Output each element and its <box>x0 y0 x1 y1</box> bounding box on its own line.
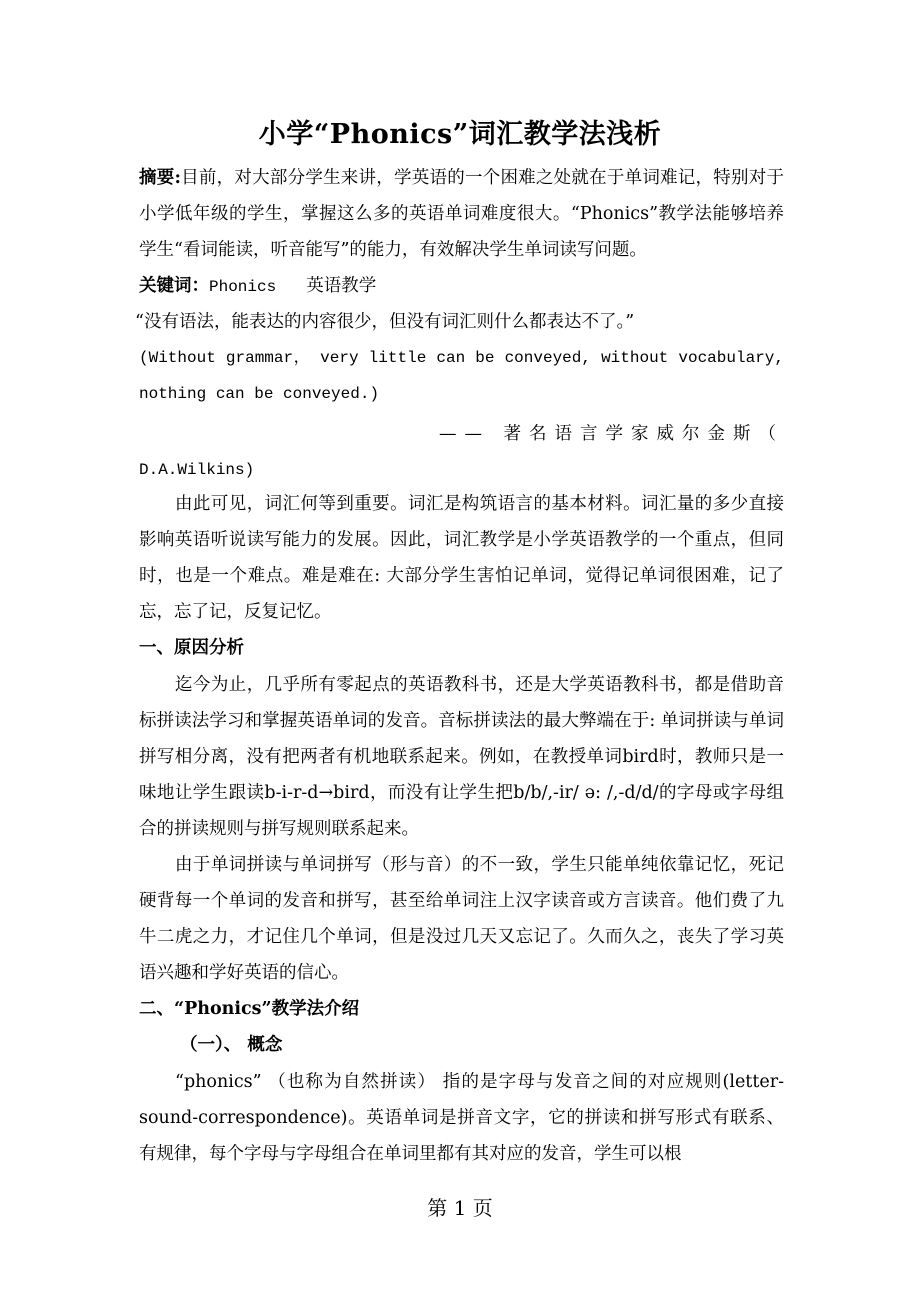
keyword-item: 英语教学 <box>306 276 377 296</box>
section2-heading: 二、“Phonics”教学法介绍 <box>139 999 360 1019</box>
abstract-paragraph <box>139 160 784 268</box>
abstract-label: 摘要: <box>139 168 181 188</box>
section1-paragraph2: 由于单词拼读与单词拼写（形与音）的不一致，学生只能单纯依靠记忆，死记硬背每一个单词的发音和拼写，甚至给单词注上汉字读音或方言读音。他们费了九牛二虎之力，才记住几个单词，但是没过几天又忘记了。久而久之，丧失了学习英语兴趣和学好英语的信心。 <box>139 855 784 983</box>
section1-paragraph1: 迄今为止，几乎所有零起点的英语教科书，还是大学英语教科书，都是借助音标拼读法学习和掌握英语单词的发音。音标拼读法的最大弊端在于: 单词拼读与单词拼写相分离，没有把两者有机地联系起来。例如，在教授单词bird时，教师只是一味地让学生跟读b-i-r-d→bird，而没有让学生把b/b/,-ir/ ə: /,-d/d/的字母或字母组合的拼读规则与拼写规则联系起来。 <box>139 675 784 839</box>
section2-subheading: （一）、 概念 <box>180 1035 283 1055</box>
section1-heading: 一、原因分析 <box>139 638 244 658</box>
quote-chinese: “没有语法，能表达的内容很少，但没有词汇则什么都表达不了。” <box>135 312 635 332</box>
page-footer: 第 1 页 <box>427 1196 493 1220</box>
abstract-text: 目前，对大部分学生来讲，学英语的一个困难之处就在于单词难记，特别对于小学低年级的学生，掌握这么多的英语单词难度很大。“Phonics”教学法能够培养学生“看词能读，听音能写”的能力，有效解决学生单词读写问题。 <box>139 168 784 260</box>
section2-paragraph1: “phonics” （也称为自然拼读） 指的是字母与发音之间的对应规则(letter-sound-correspondence)。英语单词是拼音文字，它的拼读和拼写形式有联系、有规律，每个字母与字母组合在单词里都有其对应的发音，学生可以根 <box>139 1072 784 1164</box>
keywords-line <box>139 268 784 305</box>
keywords-label: 关键词： <box>139 276 209 296</box>
quote-english: (Without grammar， very little can be conveyed, without vocabulary, nothing can be conveyed.) <box>139 349 784 403</box>
quote-attribution: —— 著名语言学家威尔金斯（ <box>438 424 784 444</box>
keyword-item: Phonics <box>209 278 277 296</box>
document-title: 小学“Phonics”词汇教学法浅析 <box>258 119 662 150</box>
intro-paragraph: 由此可见，词汇何等到重要。词汇是构筑语言的基本材料。词汇量的多少直接影响英语听说读写能力的发展。因此，词汇教学是小学英语教学的一个重点，但同时，也是一个难点。难是难在: 大部分学生害怕记单词，觉得记单词很困难，记了忘，忘了记，反复记忆。 <box>139 494 784 622</box>
quote-attribution-name: D.A.Wilkins) <box>139 461 255 479</box>
